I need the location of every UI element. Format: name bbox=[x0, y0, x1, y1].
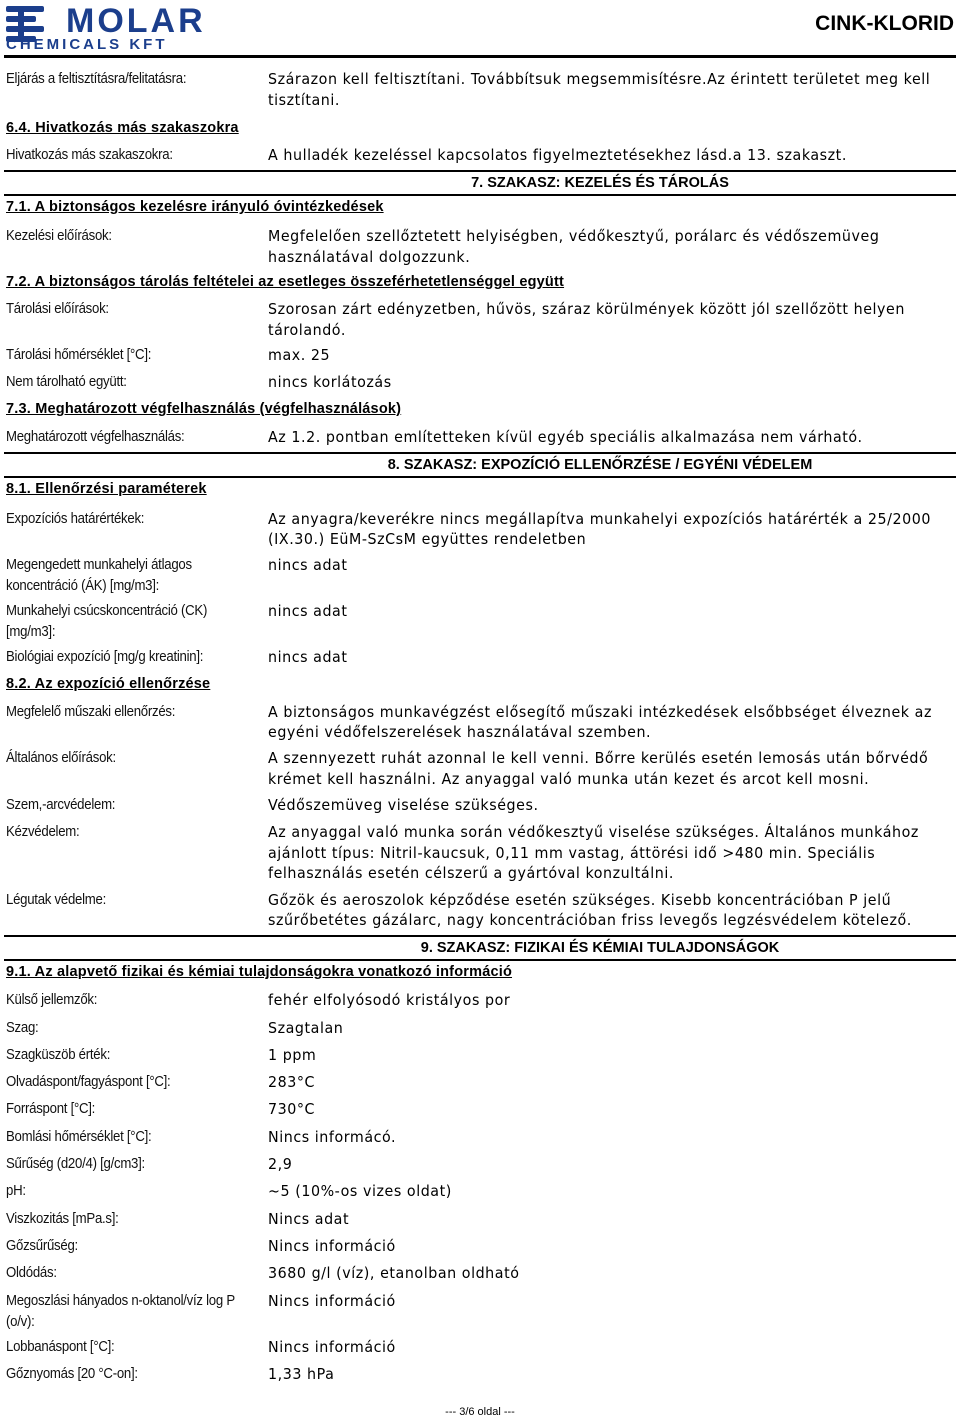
prop-value: 1 ppm bbox=[268, 1046, 317, 1064]
hand-protection-label: Kézvédelem: bbox=[6, 823, 80, 840]
enduse-value: Az 1.2. pontban említetteken kívül egyéb speciális alkalmazása nem várható. bbox=[268, 428, 863, 446]
hand-protection-line1: Az anyaggal való munka során védőkesztyű viselése szükséges. Általános munkához bbox=[268, 823, 919, 841]
exposure-limits-value-line2: (IX.30.) EüM-SzCsM együttes rendeletben bbox=[268, 530, 587, 548]
ak-label-line2: koncentráció (ÁK) [mg/m3]: bbox=[6, 577, 160, 594]
bio-exposure-value: nincs adat bbox=[268, 648, 348, 666]
prop-value: 283°C bbox=[268, 1073, 316, 1091]
exposure-limits-value-line1: Az anyagra/keverékre nincs megállapítva munkahelyi expozíciós határérték a 25/2000 bbox=[268, 510, 931, 528]
section-7-title: 7. SZAKASZ: KEZELÉS ÉS TÁROLÁS bbox=[471, 175, 729, 191]
company-logo bbox=[4, 2, 254, 50]
engineering-control-line2: egyéni védőfelszerelések használatával szemben. bbox=[268, 723, 652, 741]
subsection-7-2-heading: 7.2. A biztonságos tárolás feltételei az esetleges összeférhetetlenséggel együtt bbox=[6, 274, 565, 290]
ck-value: nincs adat bbox=[268, 602, 348, 620]
reference-value: A hulladék kezeléssel kapcsolatos figyelmeztetésekhez lásd.a 13. szakaszt. bbox=[268, 146, 847, 164]
enduse-label: Meghatározott végfelhasználás: bbox=[6, 428, 185, 445]
prop-label: pH: bbox=[6, 1182, 26, 1199]
section-8-title: 8. SZAKASZ: EXPOZÍCIÓ ELLENŐRZÉSE / EGYÉNI VÉDELEM bbox=[387, 457, 813, 473]
subsection-8-1-heading: 8.1. Ellenőrzési paraméterek bbox=[6, 481, 207, 497]
prop-label: Olvadáspont/fagyáspont [°C]: bbox=[6, 1073, 171, 1090]
header-divider bbox=[4, 55, 956, 58]
document-title: CINK-KLORID bbox=[815, 12, 954, 35]
prop-label: Szagküszöb érték: bbox=[6, 1046, 111, 1063]
prop-value: 2,9 bbox=[268, 1155, 293, 1173]
prop-value: fehér elfolyósodó kristályos por bbox=[268, 991, 511, 1009]
prop-value: 730°C bbox=[268, 1100, 316, 1118]
eye-protection-label: Szem,-arcvédelem: bbox=[6, 796, 116, 813]
prop-label: Oldódás: bbox=[6, 1264, 57, 1281]
section-8-bar bbox=[4, 452, 956, 478]
cleanup-value-line1: Szárazon kell feltisztítani. Továbbítsuk megsemmisítésre.Az érintett területet meg kell bbox=[268, 70, 931, 88]
subsection-7-1-heading: 7.1. A biztonságos kezelésre irányuló óvintézkedések bbox=[6, 199, 384, 215]
subsection-9-1-heading: 9.1. Az alapvető fizikai és kémiai tulajdonságokra vonatkozó információ bbox=[6, 964, 513, 980]
subsection-8-2-heading: 8.2. Az expozíció ellenőrzése bbox=[6, 676, 211, 692]
page-footer: --- 3/6 oldal --- bbox=[445, 1406, 515, 1418]
prop-label-line2: (o/v): bbox=[6, 1313, 35, 1330]
prop-label: Szag: bbox=[6, 1019, 39, 1036]
ck-label-line1: Munkahelyi csúcskoncentráció (CK) bbox=[6, 602, 208, 619]
reference-label: Hivatkozás más szakaszokra: bbox=[6, 146, 173, 163]
hand-protection-line3: felhasználás esetén célszerű a gyártóval konzultálni. bbox=[268, 864, 674, 882]
svg-text:MOLAR: MOLAR bbox=[66, 2, 206, 40]
incompat-value: nincs korlátozás bbox=[268, 373, 392, 391]
prop-label: Gőzsűrűség: bbox=[6, 1237, 78, 1254]
storage-temp-label: Tárolási hőmérséklet [°C]: bbox=[6, 346, 152, 363]
section-9-title: 9. SZAKASZ: FIZIKAI ÉS KÉMIAI TULAJDONSÁGOK bbox=[420, 940, 780, 956]
prop-label: Forráspont [°C]: bbox=[6, 1100, 96, 1117]
storage-label: Tárolási előírások: bbox=[6, 300, 109, 317]
eye-protection-value: Védőszemüveg viselése szükséges. bbox=[268, 796, 539, 814]
ak-label-line1: Megengedett munkahelyi átlagos bbox=[6, 556, 192, 573]
prop-label: Megoszlási hányados n-oktanol/víz log P bbox=[6, 1292, 235, 1309]
prop-value: Nincs informácó. bbox=[268, 1128, 397, 1146]
respiratory-line1: Gőzök és aeroszolok képződése esetén szükséges. Kisebb koncentrációban P jelű bbox=[268, 891, 892, 909]
handling-label: Kezelési előírások: bbox=[6, 227, 112, 244]
ak-value: nincs adat bbox=[268, 556, 348, 574]
prop-label: Lobbanáspont [°C]: bbox=[6, 1338, 115, 1355]
exposure-limits-label: Expozíciós határértékek: bbox=[6, 510, 145, 527]
prop-label: Viszkozitás [mPa.s]: bbox=[6, 1210, 119, 1227]
storage-temp-value: max. 25 bbox=[268, 346, 331, 364]
prop-label: Sűrűség (d20/4) [g/cm3]: bbox=[6, 1155, 145, 1172]
cleanup-value-line2: tisztítani. bbox=[268, 91, 340, 109]
incompat-label: Nem tárolható együtt: bbox=[6, 373, 127, 390]
handling-value-line1: Megfelelően szellőztetett helyiségben, védőkesztyű, porálarc és védőszemüveg bbox=[268, 227, 880, 245]
prop-value: Nincs információ bbox=[268, 1292, 396, 1310]
bio-exposure-label: Biológiai expozíció [mg/g kreatinin]: bbox=[6, 648, 204, 665]
molar-logo-icon bbox=[4, 2, 254, 50]
respiratory-line2: szűrőbetétes gázálarc, nagy koncentrációban friss levegős legzésvédelem kötelező. bbox=[268, 911, 912, 929]
prop-value: Nincs információ bbox=[268, 1338, 396, 1356]
section-9-bar bbox=[4, 935, 956, 961]
hand-protection-line2: ajánlott típus: Nitril-kaucsuk, 0,11 mm vastag, áttörési idő >480 min. Speciális bbox=[268, 844, 876, 862]
respiratory-label: Légutak védelme: bbox=[6, 891, 106, 908]
prop-value: Szagtalan bbox=[268, 1019, 344, 1037]
general-rules-label: Általános előírások: bbox=[6, 749, 116, 766]
prop-value: 1,33 hPa bbox=[268, 1365, 335, 1383]
prop-value: Nincs adat bbox=[268, 1210, 350, 1228]
subsection-7-3-heading: 7.3. Meghatározott végfelhasználás (végfelhasználások) bbox=[6, 401, 402, 417]
prop-label: Bomlási hőmérséklet [°C]: bbox=[6, 1128, 152, 1145]
subsection-6-4-heading: 6.4. Hivatkozás más szakaszokra bbox=[6, 120, 239, 136]
handling-value-line2: használatával dolgozzunk. bbox=[268, 248, 471, 266]
storage-value-line1: Szorosan zárt edényzetben, hűvös, száraz körülmények között jól szellőzött helyen bbox=[268, 300, 905, 318]
prop-value: Nincs információ bbox=[268, 1237, 396, 1255]
section-7-bar bbox=[4, 170, 956, 196]
general-rules-line1: A szennyezett ruhát azonnal le kell venni. Bőrre kerülés esetén lemosás után bőrvédő bbox=[268, 749, 929, 767]
cleanup-label: Eljárás a feltisztításra/felitatásra: bbox=[6, 70, 187, 87]
engineering-control-line1: A biztonságos munkavégzést elősegítő műszaki intézkedések elsőbbséget élveznek az bbox=[268, 703, 933, 721]
storage-value-line2: tárolandó. bbox=[268, 321, 346, 339]
prop-label: Gőznyomás [20 °C-on]: bbox=[6, 1365, 138, 1382]
prop-label: Külső jellemzők: bbox=[6, 991, 98, 1008]
prop-value: ~5 (10%-os vizes oldat) bbox=[268, 1182, 452, 1200]
prop-value: 3680 g/l (víz), etanolban oldható bbox=[268, 1264, 520, 1282]
general-rules-line2: krémet kell használni. Az anyaggal való munka után kezet és arcot kell mosni. bbox=[268, 770, 870, 788]
svg-text:CHEMICALS KFT: CHEMICALS KFT bbox=[6, 36, 168, 50]
engineering-control-label: Megfelelő műszaki ellenőrzés: bbox=[6, 703, 176, 720]
ck-label-line2: [mg/m3]: bbox=[6, 623, 56, 640]
